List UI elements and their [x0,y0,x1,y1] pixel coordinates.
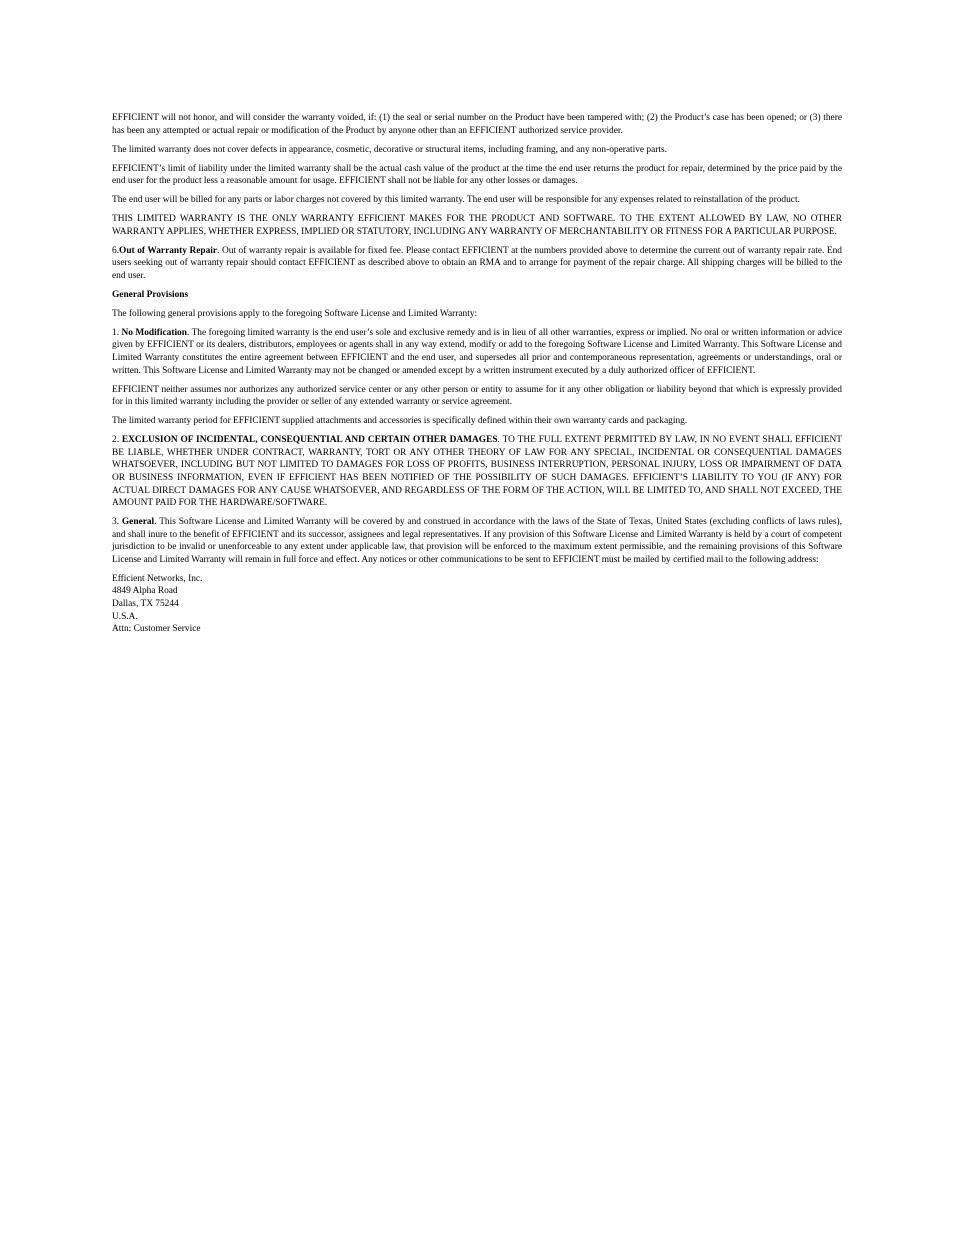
out-of-warranty-paragraph [112,245,842,283]
cosmetic-defects-paragraph: The limited warranty does not cover defects in appearance, cosmetic, decorative or structural items, including framing, and any non-operative parts. [112,144,668,155]
section-title: General [121,517,155,528]
warranty-void-paragraph: EFFICIENT will not honor, and will consider the warranty voided, if: (1) the seal or serial number on the Product have been tampered with; (2) the Product’s case has been opened; or (3) there has been any attempted or actual repair or modification of the Product by anyone other than an EFFICIENT authorized service provider. [112,113,842,136]
section-text: . The foregoing limited warranty is the end user’s sole and exclusive remedy and is in lieu of all other warranties, express or implied. No oral or written information or advice given by EFFICIENT or its dealers, distributors, employees or agents shall in any way extend, modify or add to the foregoing Software License and Limited Warranty. This Software License and Limited Warranty constitutes the entire agreement between EFFICIENT and the end user, and supersedes all prior and contemporaneous representation, agreements or understandings, oral or written. This Software License and Limited Warranty may not be changed or amended except by a written instrument executed by a duly authorized officer of EFFICIENT. [112,327,842,376]
section-text: . TO THE FULL EXTENT PERMITTED BY LAW, IN NO EVENT SHALL EFFICIENT BE LIABLE, WHETHER UNDER CONTRACT, WARRANTY, TORT OR ANY OTHER THEORY OF LAW FOR ANY SPECIAL, INCIDENTAL OR CONSEQUENTIAL DAMAGES WHATSOEVER, INCLUDING BUT NOT LIMITED TO DAMAGES FOR LOSS OF PROFITS, BUSINESS INTERRUPTION, PERSONAL INJURY, LOSS OR IMPAIRMENT OF DATA OR BUSINESS INFORMATION, EVEN IF EFFICIENT HAS BEEN NOTIFIED OF THE POSSIBILITY OF SUCH DAMAGES. EFFICIENT’S LIABILITY TO YOU (IF ANY) FOR ACTUAL DIRECT DAMAGES FOR ANY CAUSE WHATSOEVER, AND REGARDLESS OF THE FORM OF THE ACTION, WILL BE LIMITED TO, AND SHALL NOT EXCEED, THE AMOUNT PAID FOR THE HARDWARE/SOFTWARE. [112,435,842,509]
section-number: 2. [112,435,122,446]
address-street: 4849 Alpha Road [112,586,178,597]
address-attn: Attn: Customer Service [112,624,201,635]
service-center-paragraph: EFFICIENT neither assumes nor authorizes any authorized service center or any other person or entity to assume for it any other obligation or liability beyond that which is expressly provided for in this limited warranty including the provider or seller of any extended warranty or service agreement. [112,384,842,408]
section-number: 6. [112,245,120,256]
accessories-paragraph: The limited warranty period for EFFICIENT supplied attachments and accessories is specifically defined within their own warranty cards and packaging. [112,416,688,427]
general-paragraph [112,516,842,566]
mailing-address [112,573,842,636]
general-provisions-heading: General Provisions [112,289,189,300]
exclusion-paragraph [112,434,842,510]
section-number: 1. [112,327,122,338]
section-number: 3. [112,517,122,528]
section-title: No Modification [121,327,187,338]
section-title: Out of Warranty Repair [119,245,218,256]
section-title: EXCLUSION OF INCIDENTAL, CONSEQUENTIAL AND CERTAIN OTHER DAMAGES [121,435,498,446]
address-company: Efficient Networks, Inc. [112,573,203,584]
address-city: Dallas, TX 75244 [112,599,179,610]
section-text: . Out of warranty repair is available for fixed fee. Please contact EFFICIENT at the numbers provided above to determine the current out of warranty repair rate. End users seeking out of warranty repair should contact EFFICIENT as described above to obtain an RMA and to arrange for payment of the repair charge. All shipping charges will be billed to the end user. [112,245,842,281]
section-text: . This Software License and Limited Warranty will be covered by and construed in accordance with the laws of the State of Texas, United States (excluding conflicts of laws rules), and shall inure to the benefit of EFFICIENT and its successor, assignees and legal representatives. If any provision of this Software License and Limited Warranty is held by a court of competent jurisdiction to be invalid or unenforceable to any extent under applicable law, that provision will be enforced to the maximum extent permissible, and the remaining provisions of this Software License and Limited Warranty will remain in full force and effect. Any notices or other communications to be sent to EFFICIENT must be mailed by certified mail to the following address: [112,517,842,565]
address-country: U.S.A. [112,611,138,622]
no-modification-paragraph [112,327,842,377]
liability-limit-paragraph: EFFICIENT’s limit of liability under the limited warranty shall be the actual cash value of the product at the time the end user returns the product for repair, determined by the price paid by the end user for the product less a reasonable amount for usage. EFFICIENT shall not be liable for any other losses or damages. [112,163,842,187]
only-warranty-paragraph: THIS LIMITED WARRANTY IS THE ONLY WARRANTY EFFICIENT MAKES FOR THE PRODUCT AND SOFTWARE. TO THE EXTENT ALLOWED BY LAW, NO OTHER WARRANTY APPLIES, WHETHER EXPRESS, IMPLIED OR STATUTORY, INCLUDING ANY WARRANTY OF MERCHANTABILITY OR FITNESS FOR A PARTICULAR PURPOSE. [112,214,842,237]
document-page [112,112,842,636]
general-provisions-intro: The following general provisions apply to the foregoing Software License and Limited Warranty: [112,308,478,319]
billing-paragraph: The end user will be billed for any parts or labor charges not covered by this limited warranty. The end user will be responsible for any expenses related to reinstallation of the product. [112,195,800,206]
